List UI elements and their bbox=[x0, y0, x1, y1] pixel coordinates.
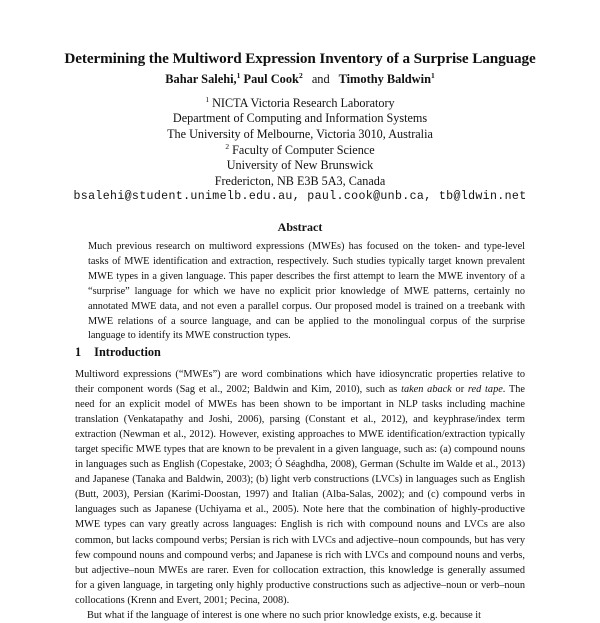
intro-paragraph: Multiword expressions (“MWEs”) are word combinations which have idiosyncratic properties relative to their component words (Sag et al., 2002; Baldwin and Kim, 2010), such as taken aback or red tape. The need for an explicit model of MWEs has been shown to be important in NLP tasks including machine translation (Venkatapathy and Joshi, 2006), parsing (Constant et al., 2012), and keyphrase/index term extraction (Newman et al., 2012). However, existing approaches to MWE identification/extraction typically target specific MWE types that are known to be prevalent in a given language, such as: (a) compound nouns in languages such as English (Copestake, 2003; Ó Séaghdha, 2008), German (Schulte im Walde et al., 2013) and Japanese (Tanaka and Baldwin, 2003); (b) light verb constructions (LVCs) in languages such as English (Butt, 2003), Persian (Karimi-Doostan, 1997) and Italian (Alba-Salas, 2002); and (c) compound verbs in languages such as Japanese (Uchiyama et al., 2005). Note here that the combination of highly-productive MWE types can vary greatly across languages: English is rich with compound nouns and LVCs are also common, but lacks compound verbs; Persian is rich with LVCs and adjective–noun compounds, but has very few compound nouns and compound verbs; and Japanese is rich with LVCs and compound nouns and verbs, but adjective–noun MWEs are rarer. Even for collocation extraction, this knowledge is generally assumed for a given language, in targeting only highly productive constructions such as adjective–noun or verb–noun collocations (Krenn and Evert, 2001; Pecina, 2008). bbox=[75, 369, 525, 606]
paper-title: Determining the Multiword Expression Inventory of a Surprise Language bbox=[64, 50, 536, 67]
example-term: taken aback bbox=[401, 384, 452, 396]
affiliation-line: $^2$ Faculty of Computer Science bbox=[225, 142, 375, 157]
example-term: red tape bbox=[467, 384, 503, 396]
affiliation-line: $^1$ NICTA Victoria Research Laboratory bbox=[205, 95, 395, 110]
author-name: Timothy Baldwin bbox=[338, 72, 431, 86]
affiliation-line: Department of Computing and Information Systems bbox=[172, 111, 428, 126]
affiliation-block-2 bbox=[0, 139, 600, 189]
intro-paragraph: But what if the language of interest is one where no such prior knowledge exists, e.g. because it bbox=[87, 609, 482, 621]
author-name: Paul Cook bbox=[243, 72, 299, 86]
author-name: Bahar Salehi, bbox=[165, 72, 237, 86]
affiliation-line: University of New Brunswick bbox=[226, 158, 374, 173]
affiliation-line: Fredericton, NB E3B 5A3, Canada bbox=[214, 173, 386, 188]
author-list bbox=[0, 71, 600, 87]
author-affiliation-mark: 1 bbox=[430, 71, 435, 80]
author-affiliation-mark: 2 bbox=[298, 71, 303, 80]
affiliation-line: The University of Melbourne, Victoria 3010, Australia bbox=[167, 126, 433, 141]
abstract-heading: Abstract bbox=[277, 220, 323, 234]
author-emails: bsalehi@student.unimelb.edu.au, paul.cook@unb.ca, tb@ldwin.net bbox=[73, 190, 527, 203]
affiliation-block-1 bbox=[0, 92, 600, 142]
section-heading bbox=[75, 345, 161, 360]
abstract-body bbox=[88, 240, 525, 344]
introduction-body bbox=[75, 367, 525, 623]
author-affiliation-mark: 1 bbox=[236, 71, 241, 80]
author-conjunction: and bbox=[311, 72, 330, 86]
abstract-paragraph: Much previous research on multiword expressions (MWEs) has focused on the token- and type-level tasks of MWE identification and extraction, respectively. Such studies typically target known prevalent MWE types in a given language. This paper describes the first attempt to learn the MWE inventory of a “surprise” language for which we have no explicit prior knowledge of MWE patterns, certainly no annotated MWE data, and not even a parallel corpus. Our proposed model is trained on a treebank with MWE relations of a source language, and can be applied to the monolingual corpus of the surprise language to identify its MWE construction types. bbox=[88, 241, 525, 342]
section-number: 1 bbox=[75, 345, 82, 359]
affiliation-mark: 1 bbox=[205, 95, 210, 104]
section-title: Introduction bbox=[94, 345, 161, 359]
affiliation-mark: 2 bbox=[225, 142, 230, 151]
